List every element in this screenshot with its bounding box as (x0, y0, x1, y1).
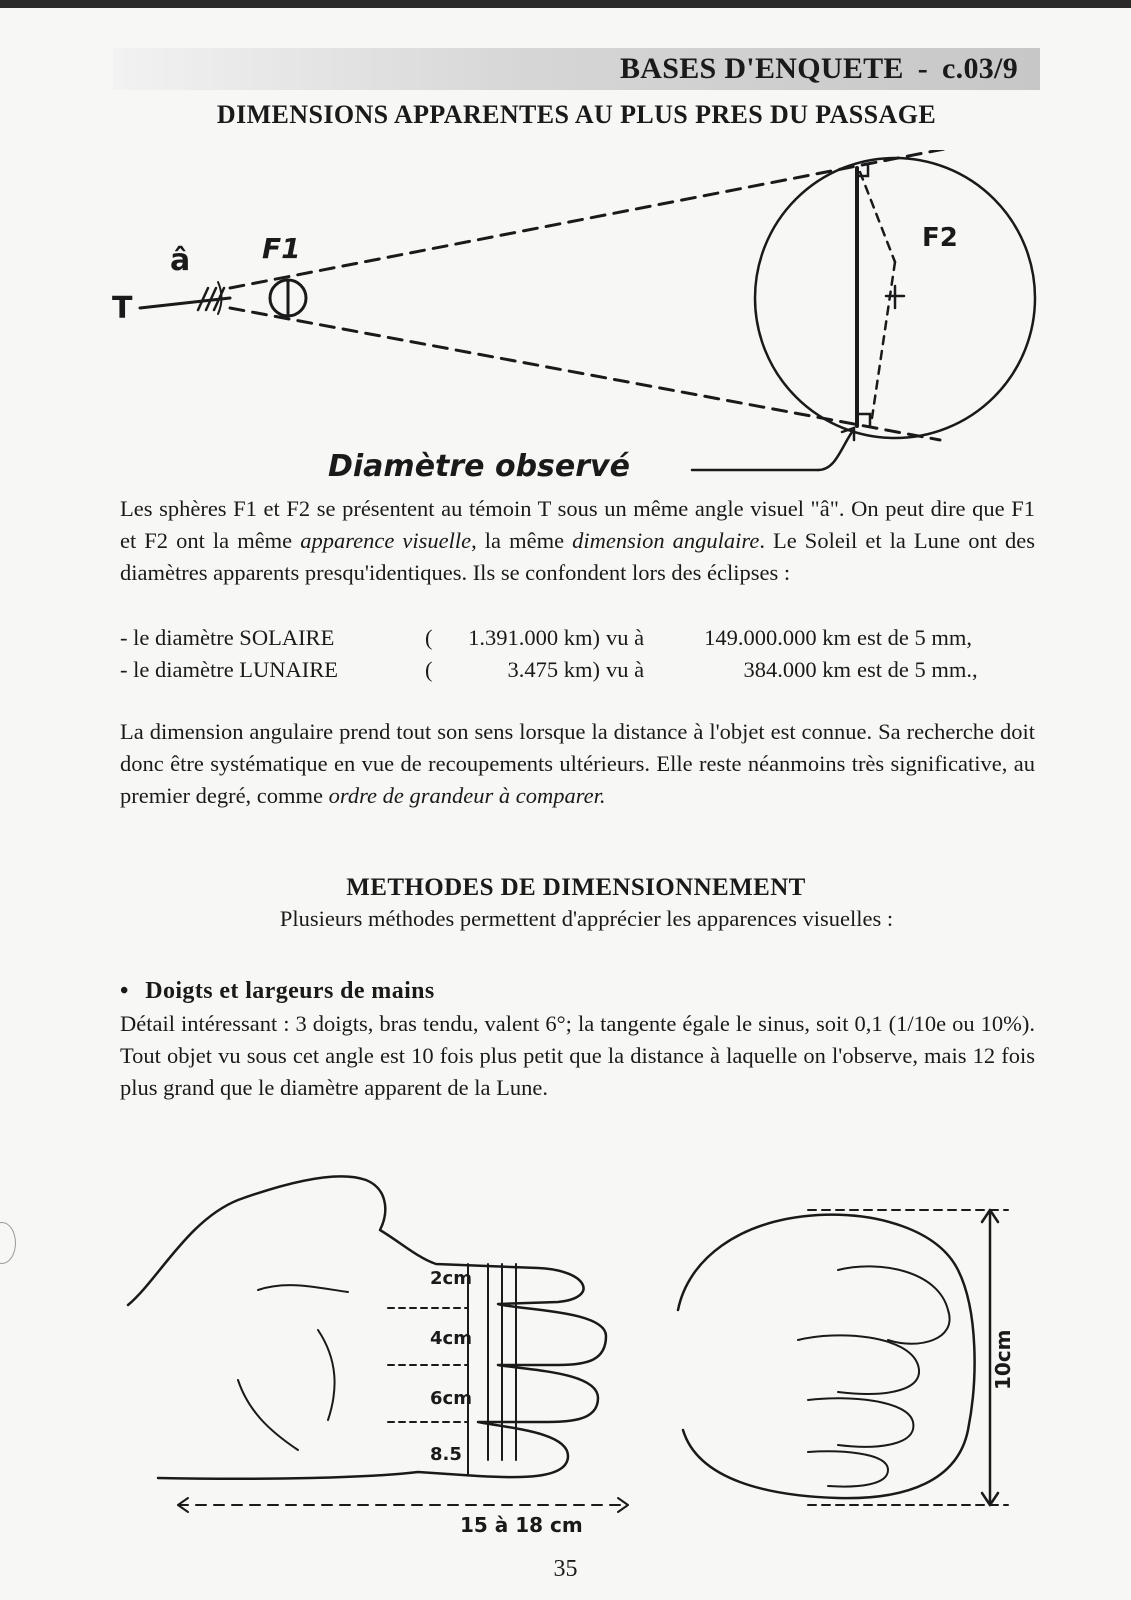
label-2cm: 2cm (430, 1268, 472, 1289)
methods-title: METHODES DE DIMENSIONNEMENT (346, 874, 806, 901)
intro-paragraph (120, 493, 1035, 589)
row-distance: 149.000.000 km (704, 625, 851, 650)
header-separator: - (917, 52, 929, 85)
angular-dimension-paragraph (120, 716, 1035, 812)
diameter-row-solar (120, 622, 1035, 654)
fingers-title: Doigts et largeurs de mains (145, 978, 435, 1004)
radius-line-bottom (872, 262, 895, 418)
row-value: 1.391.000 km) (468, 625, 600, 650)
radius-line-top (860, 172, 895, 262)
row-label: - le diamètre SOLAIRE (120, 625, 335, 650)
intro-em-2: dimension angulaire (572, 528, 760, 553)
page-title: DIMENSIONS APPARENTES AU PLUS PRES DU PASSAGE (216, 100, 937, 129)
diameter-row-lunar (120, 654, 1035, 686)
angle-label: â (170, 243, 191, 278)
methods-subtitle: Plusieurs méthodes permettent d'apprécier les apparences visuelles : (279, 906, 894, 931)
intro-em-1: apparence visuelle (300, 528, 472, 553)
fist-outline (678, 1215, 975, 1498)
sphere-f2-label: F2 (922, 223, 958, 253)
header-title (620, 52, 1018, 86)
label-8cm: 8.5 (430, 1444, 462, 1465)
lower-sight-line (230, 308, 940, 440)
fingers-paragraph (120, 1008, 1035, 1104)
diameter-table (120, 622, 1035, 686)
intro-text-2: , la même (471, 528, 573, 553)
row-seen: vu à (606, 657, 645, 682)
hand-measurement-illustration (118, 1160, 1028, 1550)
row-result: est de 5 mm., (857, 657, 978, 682)
label-4cm: 4cm (430, 1328, 472, 1349)
diagram-caption: Diamètre observé (328, 449, 630, 484)
header-code: c.03/9 (942, 52, 1018, 85)
angular-size-diagram (110, 150, 1040, 495)
sphere-f1-label: F1 (262, 232, 301, 265)
intro-text-1: Les sphères F1 et F2 se présentent au témoin T sous un même angle visuel "â". On peut dire que F1 et F2 ont la même (120, 496, 1035, 553)
label-hand-span: 15 à 18 cm (460, 1513, 583, 1537)
label-fist-height: 10cm (991, 1329, 1015, 1390)
row-result: est de 5 mm, (857, 625, 972, 650)
row-distance: 384.000 km (743, 657, 851, 682)
fingers-heading (120, 978, 435, 1005)
bullet-icon: • (120, 978, 129, 1004)
row-value: 3.475 km) (507, 657, 600, 682)
observer-label: T (112, 291, 133, 326)
row-seen: vu à (606, 625, 645, 650)
label-6cm: 6cm (430, 1388, 472, 1409)
row-paren: ( (425, 657, 433, 682)
page-number: 35 (553, 1556, 578, 1582)
open-hand-outline (128, 1176, 606, 1478)
header-section: BASES D'ENQUETE (619, 52, 904, 85)
intro-text-3: . Le Soleil et la Lune ont des diamètres apparents presqu'identiques. Ils se confondent lors des éclipses : (120, 528, 1036, 585)
caption-leader-curve (818, 432, 852, 470)
row-label: - le diamètre LUNAIRE (120, 657, 339, 682)
row-paren: ( (425, 625, 433, 650)
paragraph2-em: ordre de grandeur à comparer. (328, 783, 606, 808)
scan-top-edge (0, 0, 1131, 8)
header-bar (113, 48, 1040, 90)
fingers-text: Détail intéressant : 3 doigts, bras tendu, valent 6°; la tangente égale le sinus, soit 0,1 (1/10e ou 10%). Tout objet vu sous cet angle est 10 fois plus petit que la distance à laquelle on l'observe, mais 12 fois plus grand que le diamètre apparent de la Lune. (120, 1011, 1035, 1100)
scan-hole-mark (0, 1222, 16, 1264)
paragraph2-text: La dimension angulaire prend tout son sens lorsque la distance à l'objet est connue. Sa recherche doit donc être systématique en vue de recoupements ultérieurs. Elle reste néanmoins très significative, au premier degré, comme (120, 719, 1035, 808)
